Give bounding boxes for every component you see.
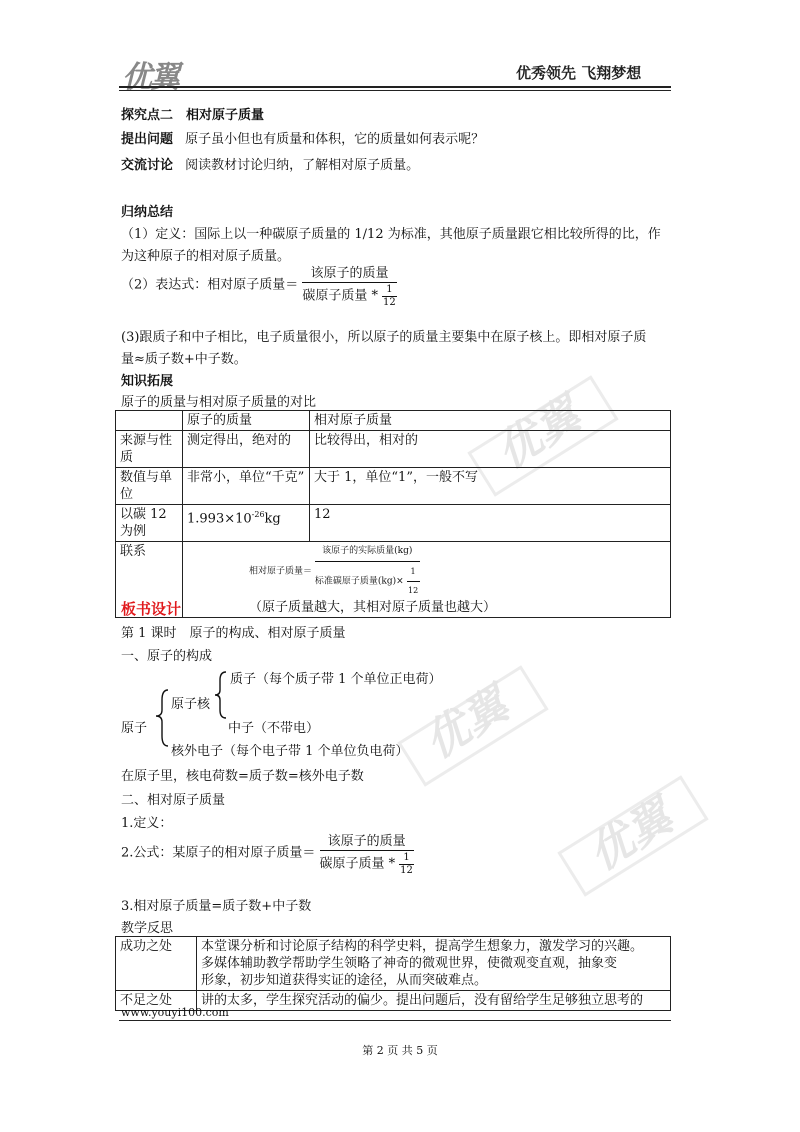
item3-text: 3.相对原子质量=质子数+中子数: [121, 899, 312, 914]
question-label: 提出问题: [121, 132, 174, 147]
question-text: 原子虽小但也有质量和体积，它的质量如何表示呢？: [185, 132, 485, 147]
relative-mass-heading: 二、相对原子质量: [121, 793, 226, 808]
formula-fraction: [302, 262, 396, 308]
den-text: 碳原子质量 *: [302, 288, 383, 304]
slogan: 优秀领先 飞翔梦想: [516, 64, 642, 82]
rel-mini-den: 12: [408, 586, 419, 595]
table-cell: 非常小，单位“千克”: [183, 468, 310, 505]
table-cell: 联系: [116, 542, 183, 618]
table-row: [116, 411, 671, 431]
table-cell: 来源与性质: [116, 431, 183, 468]
question-row: [121, 128, 484, 147]
formula-numerator: 该原子的质量: [302, 262, 396, 283]
structure-braces: [150, 664, 240, 760]
table-cell: 大于 1，单位“1”，一般不写: [310, 468, 671, 505]
relation-formula: [249, 543, 666, 599]
equality-text: 在原子里，核电荷数=质子数=核外电子数: [121, 769, 364, 784]
board-one-twelfth: [399, 852, 413, 876]
formula-denominator: [302, 283, 396, 308]
lesson-title: 第 1 课时 原子的构成、相对原子质量: [121, 626, 346, 641]
rel-den: [315, 562, 420, 599]
table-caption: 原子的质量与相对原子质量的对比: [121, 395, 317, 410]
footer-url[interactable]: www.youyi100.com: [121, 1006, 229, 1019]
reflection-table: [115, 936, 671, 1011]
board-formula: [121, 830, 414, 876]
success-line: 形象，初步知道获得实证的途径，从而突破难点。: [201, 973, 488, 988]
mini-den: 12: [383, 297, 396, 308]
table-cell: 以碳 12 为例: [116, 505, 183, 542]
board-mini-den: 12: [400, 865, 413, 876]
board-numerator: 该原子的质量: [320, 830, 414, 851]
discussion-row: [121, 154, 419, 173]
board-title: 板书设计: [121, 600, 182, 618]
discussion-text: 阅读教材讨论归纳，了解相对原子质量。: [185, 158, 420, 173]
board-den-text: 碳原子质量 *: [319, 856, 400, 872]
table-cell: [183, 542, 671, 618]
atom-text: 原子: [121, 721, 148, 736]
footer-rule: [119, 1020, 671, 1021]
mass-exp: -26: [251, 510, 265, 519]
rel-one-twelfth: [407, 563, 420, 599]
mass-unit: kg: [264, 511, 281, 527]
success-line: 多媒体辅助教学帮助学生领略了神奇的微观世界，使微观变直观，抽象变: [201, 956, 618, 971]
rel-left: 相对原子质量＝: [249, 566, 313, 577]
neutron-text: 中子（不带电）: [228, 721, 320, 736]
structure-heading: 一、原子的构成: [121, 649, 213, 664]
proton-text: 质子（每个质子带 1 个单位正电荷）: [230, 672, 442, 687]
summary-p1a: （1）定义：国际上以一种碳原子质量的 1/12 为标准，其他原子质量跟它相比较所得的比，作: [121, 227, 661, 242]
success-line: 本堂课分析和讨论原子结构的科学史料，提高学生想象力，激发学习的兴趣。: [201, 939, 644, 954]
board-mini-num: 1: [399, 852, 413, 865]
table-cell: 比较得出，相对的: [310, 431, 671, 468]
table-row: [116, 542, 671, 618]
summary-p3a: (3)跟质子和中子相比，电子质量很小，所以原子的质量主要集中在原子核上。即相对原子质: [121, 330, 647, 345]
rel-fraction: [315, 543, 420, 599]
logo: 优翼: [122, 60, 178, 95]
table-row: [116, 468, 671, 505]
nucleus-text: 原子核: [171, 697, 211, 712]
header-rule: [119, 86, 671, 88]
table-cell: 成功之处: [116, 937, 197, 991]
table-cell: [197, 937, 671, 991]
relation-note: （原子质量越大，其相对原子质量也越大）: [249, 600, 497, 615]
extend-title: 知识拓展: [121, 374, 174, 389]
section-title: 探究点二 相对原子质量: [121, 108, 265, 123]
table-cell: 不足之处: [116, 991, 197, 1011]
mini-num: 1: [382, 284, 396, 297]
table-cell: 讲的太多，学生探究活动的偏少。提出问题后，没有留给学生足够独立思考的: [197, 991, 671, 1011]
summary-title: 归纳总结: [121, 205, 174, 220]
formula-prefix: （2）表达式：相对原子质量＝: [121, 277, 299, 293]
page-number: 第 2 页 共 5 页: [362, 1044, 438, 1057]
board-fraction: [320, 830, 414, 876]
summary-p1b: 为这种原子的相对原子质量。: [121, 249, 291, 264]
electron-text: 核外电子（每个电子带 1 个单位负电荷）: [171, 744, 409, 759]
summary-p3b: 量≈质子数+中子数。: [121, 352, 247, 367]
table-cell: 测定得出，绝对的: [183, 431, 310, 468]
watermark: 优翼: [579, 790, 682, 881]
watermark: 优翼: [487, 388, 590, 479]
table-cell: 12: [310, 505, 671, 542]
summary-formula: [121, 262, 397, 308]
table-cell: 相对原子质量: [310, 411, 671, 431]
rel-mini-num: 1: [407, 563, 420, 582]
watermark: 优翼: [415, 678, 518, 769]
table-cell: [183, 505, 310, 542]
discussion-label: 交流讨论: [121, 158, 174, 173]
table-row: [116, 937, 671, 991]
rel-num: 该原子的实际质量(kg): [315, 543, 420, 562]
rel-den-text: 标准碳原子质量(kg)×: [314, 576, 404, 587]
board-denominator: [320, 851, 414, 876]
reflection-title: 教学反思: [121, 921, 174, 936]
board-formula-prefix: 2.公式：某原子的相对原子质量＝: [121, 845, 316, 861]
table-cell: [116, 411, 183, 431]
comparison-table: [115, 410, 671, 618]
header-rule-thin: [119, 90, 671, 91]
definition-label: 1.定义：: [121, 816, 173, 831]
table-row: [116, 505, 671, 542]
one-twelfth: [382, 284, 396, 308]
mass-base: 1.993×10: [187, 511, 252, 527]
table-cell: 数值与单位: [116, 468, 183, 505]
table-cell: 原子的质量: [183, 411, 310, 431]
table-row: [116, 431, 671, 468]
